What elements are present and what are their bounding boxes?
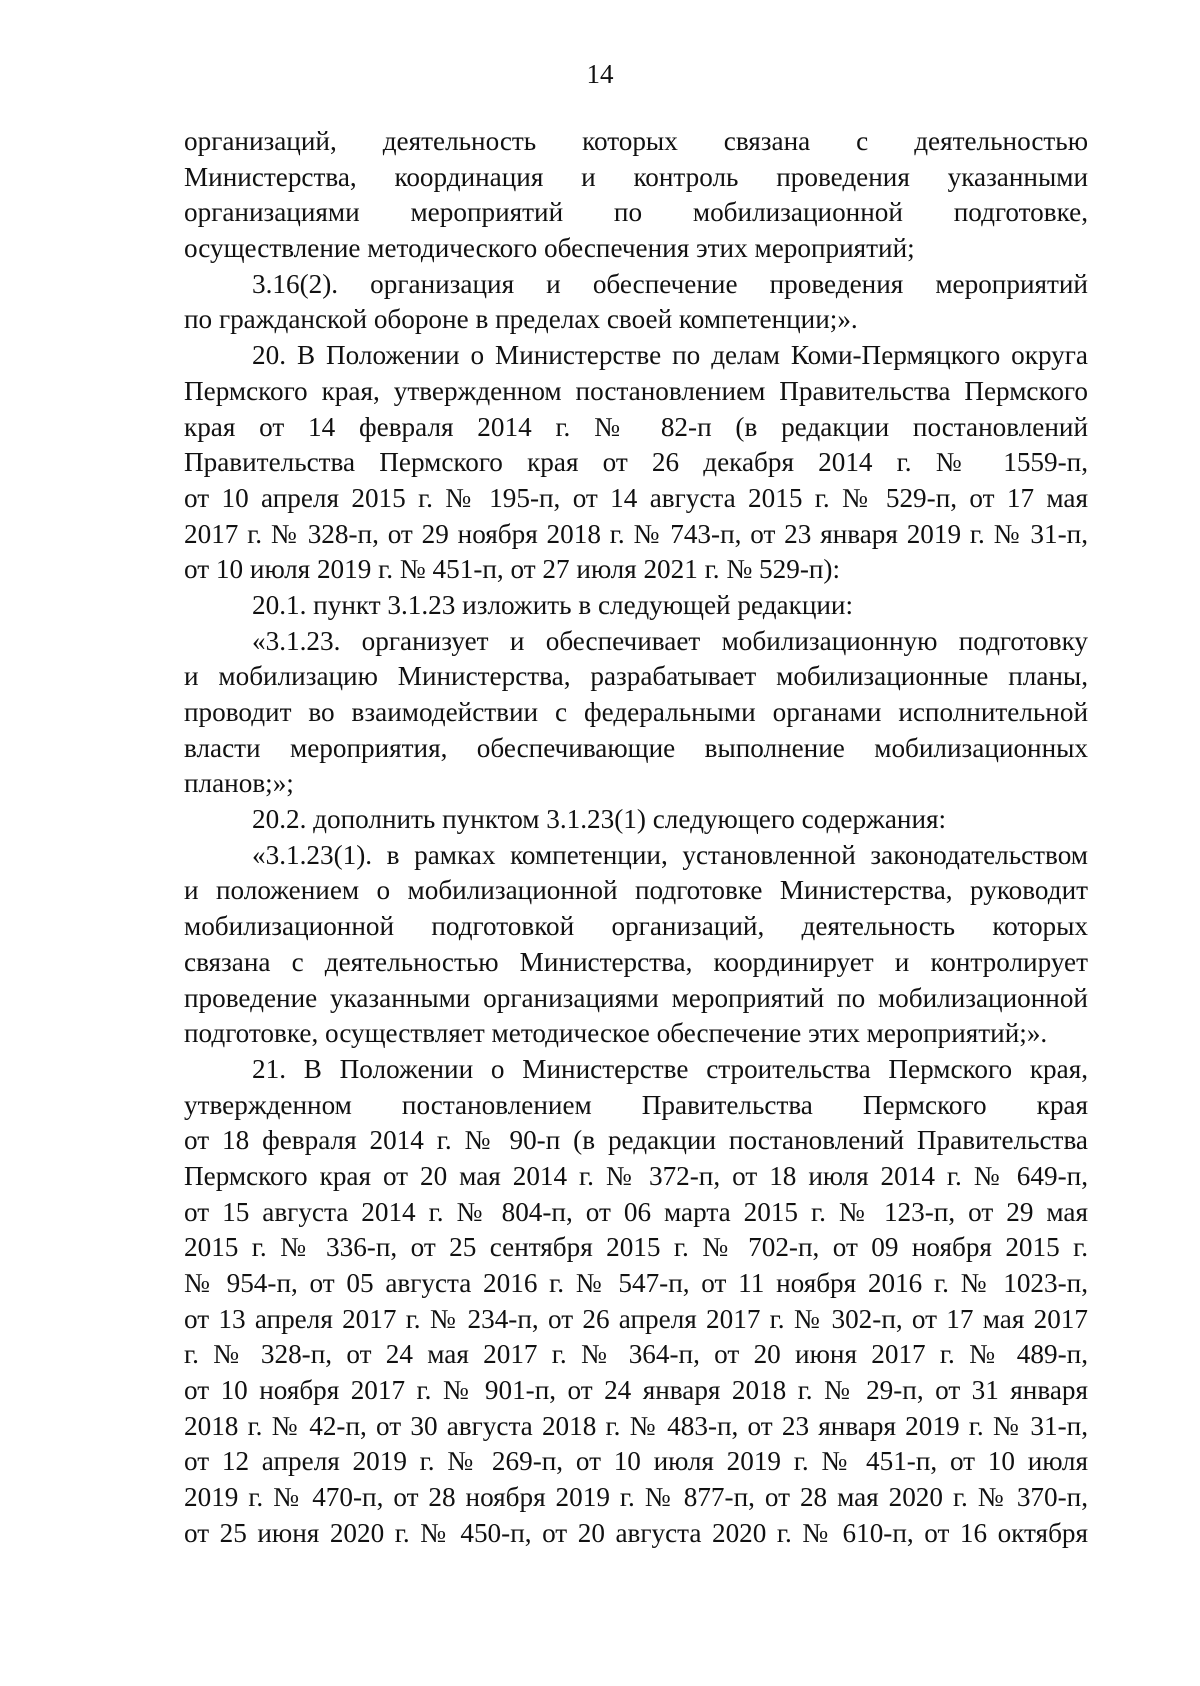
- text-line: по гражданской обороне в пределах своей компетенции;».: [184, 304, 858, 335]
- text-line: проводит во взаимодействии с федеральными органами исполнительной: [184, 697, 1088, 727]
- text-line: Правительства Пермского края от 26 декабря 2014 г. № 1559-п,: [184, 447, 1088, 478]
- text-line: «3.1.23. организует и обеспечивает мобилизационную подготовку: [252, 625, 1088, 656]
- text-line: от 10 июля 2019 г. № 451-п, от 27 июля 2021 г. № 529-п):: [184, 554, 841, 585]
- text-line: от 10 апреля 2015 г. № 195-п, от 14 августа 2015 г. № 529-п, от 17 мая: [184, 482, 1088, 513]
- text-line: от 15 августа 2014 г. № 804-п, от 06 марта 2015 г. № 123-п, от 29 мая: [184, 1196, 1088, 1227]
- text-line: власти мероприятия, обеспечивающие выполнение мобилизационных: [184, 732, 1088, 763]
- text-line: утвержденном постановлением Правительства Пермского края: [184, 1089, 1088, 1120]
- text-line: 21. В Положении о Министерстве строительства Пермского края,: [252, 1053, 1088, 1084]
- text-line: 3.16(2). организация и обеспечение проведения мероприятий: [252, 268, 1088, 299]
- text-line: 2019 г. № 470-п, от 28 ноября 2019 г. № 877-п, от 28 мая 2020 г. № 370-п,: [184, 1482, 1088, 1513]
- text-line: от 25 июня 2020 г. № 450-п, от 20 августа 2020 г. № 610-п, от 16 октября: [184, 1517, 1088, 1548]
- text-line: проведение указанными организациями мероприятий по мобилизационной: [184, 982, 1088, 1013]
- document-body: [184, 124, 1088, 1552]
- text-line: мобилизационной подготовкой организаций, деятельность которых: [184, 911, 1088, 942]
- text-line: от 13 апреля 2017 г. № 234-п, от 26 апреля 2017 г. № 302-п, от 17 мая 2017: [184, 1303, 1088, 1334]
- text-line: 20.2. дополнить пунктом 3.1.23(1) следующего содержания:: [252, 804, 947, 835]
- text-line: 2018 г. № 42-п, от 30 августа 2018 г. № 483-п, от 23 января 2019 г. № 31-п,: [184, 1410, 1088, 1441]
- text-line: Пермского края, утвержденном постановлением Правительства Пермского: [184, 375, 1088, 406]
- text-line: края от 14 февраля 2014 г. № 82-п (в редакции постановлений: [184, 411, 1088, 442]
- text-line: № 954-п, от 05 августа 2016 г. № 547-п, от 11 ноября 2016 г. № 1023-п,: [184, 1268, 1088, 1298]
- text-line: подготовке, осуществляет методическое обеспечение этих мероприятий;».: [184, 1018, 1048, 1049]
- text-line: осуществление методического обеспечения этих мероприятий;: [184, 233, 915, 264]
- text-line: от 10 ноября 2017 г. № 901-п, от 24 января 2018 г. № 29-п, от 31 января: [184, 1375, 1088, 1406]
- text-line: г. № 328-п, от 24 мая 2017 г. № 364-п, от 20 июня 2017 г. № 489-п,: [184, 1339, 1088, 1370]
- text-line: и мобилизацию Министерства, разрабатывает мобилизационные планы,: [184, 661, 1088, 692]
- text-line: организациями мероприятий по мобилизационной подготовке,: [184, 197, 1088, 228]
- page-number: 14: [586, 59, 614, 89]
- text-line: от 18 февраля 2014 г. № 90-п (в редакции постановлений Правительства: [184, 1125, 1088, 1156]
- text-line: связана с деятельностью Министерства, координирует и контролирует: [184, 946, 1088, 977]
- text-line: планов;»;: [184, 768, 294, 799]
- text-line: «3.1.23(1). в рамках компетенции, установленной законодательством: [252, 839, 1088, 870]
- text-line: 2017 г. № 328-п, от 29 ноября 2018 г. № 743-п, от 23 января 2019 г. № 31-п,: [184, 518, 1088, 549]
- text-line: от 12 апреля 2019 г. № 269-п, от 10 июля 2019 г. № 451-п, от 10 июля: [184, 1446, 1088, 1477]
- text-line: организаций, деятельность которых связана с деятельностью: [184, 126, 1088, 156]
- text-line: Пермского края от 20 мая 2014 г. № 372-п, от 18 июля 2014 г. № 649-п,: [184, 1160, 1088, 1191]
- text-line: 20.1. пункт 3.1.23 изложить в следующей редакции:: [252, 589, 854, 620]
- text-line: и положением о мобилизационной подготовке Министерства, руководит: [184, 875, 1088, 906]
- text-line: 2015 г. № 336-п, от 25 сентября 2015 г. № 702-п, от 09 ноября 2015 г.: [184, 1232, 1088, 1263]
- text-line: Министерства, координация и контроль проведения указанными: [184, 161, 1088, 192]
- text-line: 20. В Положении о Министерстве по делам Коми-Пермяцкого округа: [252, 340, 1088, 371]
